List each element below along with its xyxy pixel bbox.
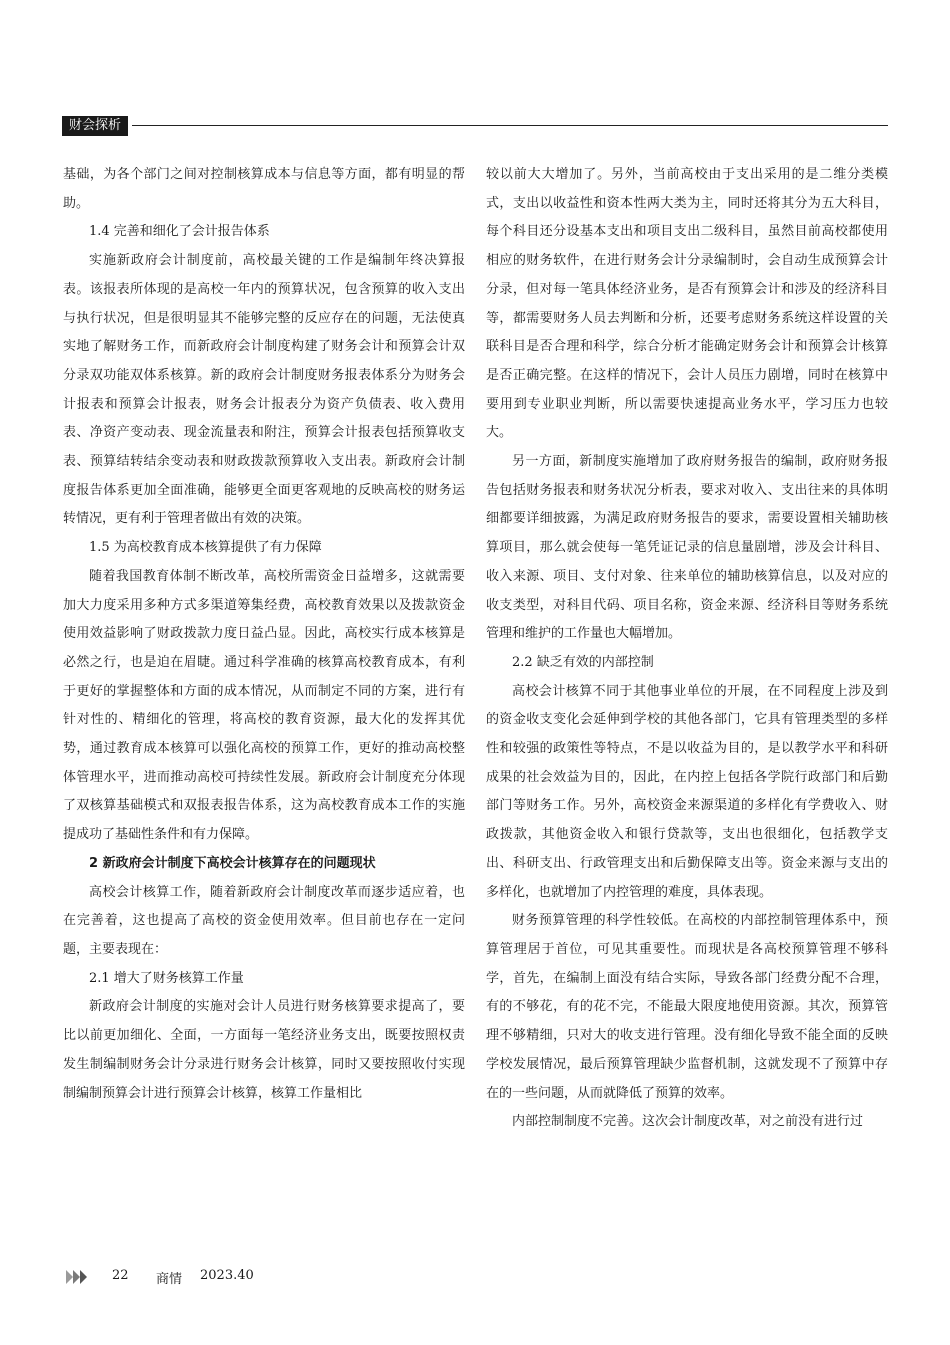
- paragraph: 实施新政府会计制度前，高校最关键的工作是编制年终决算报表。该报表所体现的是高校一年内的预算状况，包含预算的收入支出与执行状况，但是很明显其不能够完整的反应存在的问题，无法使真实地了解财务工作，而新政府会计制度构建了财务会计和预算会计双分录双功能双体系核算。新的政府会计制度财务报表体系分为财务会计报表和预算会计报表，财务会计报表分为资产负债表、收入费用表、净资产变动表、现金流量表和附注，预算会计报表包括预算收支表、预算结转结余变动表和财政拨款预算收入支出表。新政府会计制度报告体系更加全面准确，能够更全面更客观地的反映高校的财务运转情况，更有利于管理者做出有效的决策。: [63, 253, 465, 527]
- paragraph: 财务预算管理的科学性较低。在高校的内部控制管理体系中，预算管理居于首位，可见其重要性。而现状是各高校预算管理不够科学，首先，在编制上面没有结合实际，导致各部门经费分配不合理，有的不够花，有的花不完，不能最大限度地使用资源。其次，预算管理不够精细，只对大的收支进行管理。没有细化导致不能全面的反映学校发展情况，最后预算管理缺少监督机制，这就发现不了预算中存在的一些问题，从而就降低了预算的效率。: [486, 913, 888, 1101]
- section-heading-2-1: 2.1 增大了财务核算工作量: [89, 970, 244, 986]
- paragraph: 较以前大大增加了。另外，当前高校由于支出采用的是二维分类模式，支出以收益性和资本性两大类为主，同时还将其分为五大科目，每个科目还分设基本支出和项目支出二级科目，虽然目前高校都使用相应的财务软件，在进行财务会计分录编制时，会自动生成预算会计分录，但对每一笔具体经济业务，是否有预算会计和涉及的经济科目等，都需要财务人员去判断和分析，还要考虑财务系统这样设置的关联科目是否合理和科学，综合分析才能确定财务会计和预算会计核算是否正确完整。在这样的情况下，会计人员压力剧增，同时在核算中要用到专业职业判断，所以需要快速提高业务水平，学习压力也较大。: [486, 167, 888, 441]
- paragraph: 高校会计核算不同于其他事业单位的开展，在不同程度上涉及到的资金收支变化会延伸到学校的其他各部门，它具有管理类型的多样性和较强的政策性等特点，不是以收益为目的，是以教学水平和科研成果的社会效益为目的，因此，在内控上包括各学院行政部门和后勤部门等财务工作。另外，高校资金来源渠道的多样化有学费收入、财政拨款，其他资金收入和银行贷款等，支出也很细化，包括教学支出、科研支出、行政管理支出和后勤保障支出等。资金来源与支出的多样化，也就增加了内控管理的难度，具体表现。: [486, 683, 888, 900]
- paragraph: 基础，为各个部门之间对控制核算成本与信息等方面，都有明显的帮助。: [63, 167, 465, 211]
- section-header: [62, 116, 888, 136]
- section-heading-2: 2 新政府会计制度下高校会计核算存在的问题现状: [89, 855, 376, 871]
- paragraph: 随着我国教育体制不断改革，高校所需资金日益增多，这就需要加大力度采用多种方式多渠道筹集经费，高校教育效果以及拨款资金使用效益影响了财政拨款力度日益凸显。因此，高校实行成本核算是必然之行，也是迫在眉睫。通过科学准确的核算高校教育成本，有利于更好的掌握整体和方面的成本情况，从而制定不同的方案，进行有针对性的、精细化的管理，将高校的教育资源，最大化的发挥其优势，通过教育成本核算可以强化高校的预算工作，更好的推动高校整体管理水平，进而推动高校可持续性发展。新政府会计制度充分体现了双核算基础模式和双报表报告体系，这为高校教育成本工作的实施提成功了基础性条件和有力保障。: [63, 568, 465, 843]
- section-heading-1-5: 1.5 为高校教育成本核算提供了有力保障: [89, 540, 322, 556]
- arrow-icon: [66, 1270, 92, 1284]
- paragraph: 高校会计核算工作，随着新政府会计制度改革而逐步适应着，也在完善着，这也提高了高校的资金使用效率。但目前也存在一定问题，主要表现在：: [63, 884, 465, 957]
- section-heading-2-2: 2.2 缺乏有效的内部控制: [512, 654, 654, 670]
- issue-number: 2023.40: [200, 1268, 254, 1283]
- paragraph: 另一方面，新制度实施增加了政府财务报告的编制，政府财务报告包括财务报表和财务状况分析表，要求对收入、支出往来的具体明细都要详细披露，为满足政府财务报告的要求，需要设置相关辅助核算项目，那么就会使每一笔凭证记录的信息量剧增，涉及会计科目、收入来源、项目、支付对象、往来单位的辅助核算信息，以及对应的收支类型，对科目代码、项目名称，资金来源、经济科目等财务系统管理和维护的工作量也大幅增加。: [486, 454, 888, 642]
- left-column: [63, 161, 465, 1108]
- page-number: 22: [112, 1268, 129, 1283]
- paragraph: 内部控制制度不完善。这次会计制度改革，对之前没有进行过: [512, 1114, 864, 1130]
- paragraph: 新政府会计制度的实施对会计人员进行财务核算要求提高了，要比以前更加细化、全面，一方面每一笔经济业务支出，既要按照权责发生制编制财务会计分录进行财务会计核算，同时又要按照收付实现制编制预算会计进行预算会计核算，核算工作量相比: [63, 999, 465, 1101]
- header-rule: [132, 125, 888, 126]
- magazine-name: 商情: [156, 1272, 183, 1287]
- section-tag: 财会探析: [62, 116, 128, 136]
- right-column: [486, 161, 888, 1137]
- section-heading-1-4: 1.4 完善和细化了会计报告体系: [89, 224, 270, 240]
